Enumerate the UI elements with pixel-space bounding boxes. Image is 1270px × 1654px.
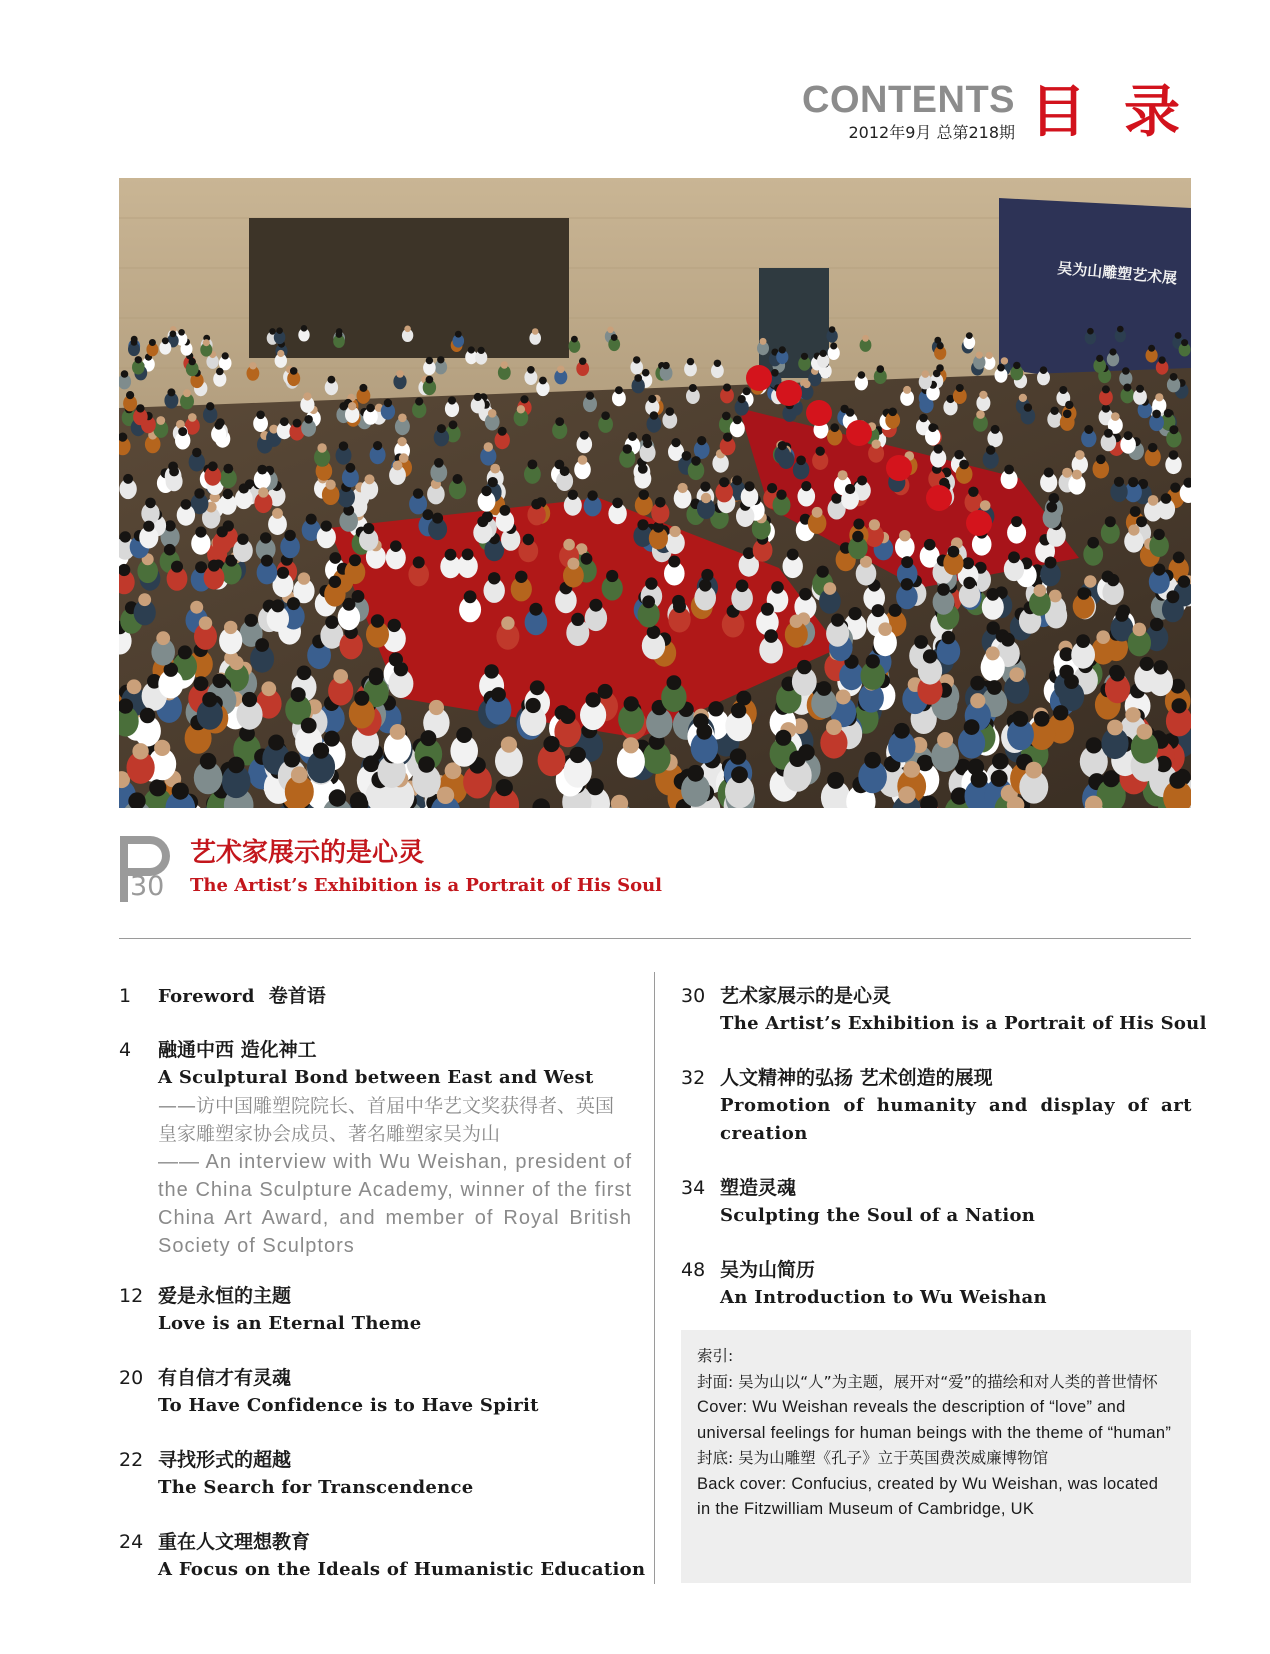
divider-horizontal <box>119 938 1191 939</box>
toc-page-number: 1 <box>119 985 132 1007</box>
toc-title-cn: 爱是永恒的主题 <box>158 1285 292 1307</box>
contents-heading-en: CONTENTS <box>802 79 1015 121</box>
toc-page-number: 12 <box>119 1285 144 1307</box>
toc-title-cn: 人文精神的弘扬 艺术创造的展现 <box>720 1067 993 1089</box>
toc-entry-interview[interactable] <box>119 1036 639 1256</box>
caption-cover-en: Cover: Wu Weishan reveals the description of “love” and universal feelings for human beings with the theme of “human” <box>697 1398 1172 1442</box>
toc-title-en: To Have Confidence is to Have Spirit <box>158 1395 539 1416</box>
toc-entry-artist-soul[interactable] <box>681 982 1207 1038</box>
toc-entry-love[interactable] <box>119 1282 639 1338</box>
toc-entry-introduction[interactable] <box>681 1256 1191 1312</box>
toc-title-en: The Artist’s Exhibition is a Portrait of His Soul <box>720 1013 1207 1034</box>
toc-title-en: The Search for Transcendence <box>158 1477 474 1498</box>
toc-entry-education[interactable] <box>119 1528 646 1584</box>
toc-page-number: 22 <box>119 1449 144 1471</box>
toc-page-number: 32 <box>681 1067 706 1089</box>
toc-title-en: Promotion of humanity and display of art creation <box>720 1095 1192 1144</box>
toc-page-number: 4 <box>119 1039 132 1061</box>
toc-title <box>158 982 326 1011</box>
caption-heading: 索引: <box>697 1347 734 1365</box>
caption-back-cn: 封底: 吴为山雕塑《孔子》立于英国费茨威廉博物馆 <box>697 1449 1049 1467</box>
feature-page-number: 30 <box>130 871 165 902</box>
toc-title-cn: 重在人文理想教育 <box>158 1531 311 1553</box>
toc-title-cn: 寻找形式的超越 <box>158 1449 292 1471</box>
toc-title-cn: 塑造灵魂 <box>720 1177 797 1199</box>
toc-entry-transcendence[interactable] <box>119 1446 639 1502</box>
toc-page-number: 34 <box>681 1177 706 1199</box>
toc-page-number: 30 <box>681 985 706 1007</box>
toc-title-cn: 卷首语 <box>268 985 326 1007</box>
toc-title-en: A Sculptural Bond between East and West <box>158 1067 594 1088</box>
feature-photo <box>119 178 1191 808</box>
toc-subtitle-cn: ——访中国雕塑院院长、首届中华艺文奖获得者、英国皇家雕塑家协会成员、著名雕塑家吴为山 <box>158 1095 615 1145</box>
toc-entry-foreword[interactable] <box>119 982 639 1012</box>
toc-title-cn: 融通中西 造化神工 <box>158 1039 317 1061</box>
toc-title-cn: 艺术家展示的是心灵 <box>720 985 892 1007</box>
toc-entry-confidence[interactable] <box>119 1364 639 1420</box>
issue-date: 2012年9月 总第218期 <box>848 123 1015 142</box>
cover-caption-box <box>681 1330 1191 1583</box>
toc-page-number: 20 <box>119 1367 144 1389</box>
toc-title-en: A Focus on the Ideals of Humanistic Education <box>158 1559 646 1580</box>
toc-title-en: Sculpting the Soul of a Nation <box>720 1205 1036 1226</box>
toc-entry-humanity[interactable] <box>681 1064 1191 1148</box>
banner-text: 吴为山雕塑艺术展 <box>1056 259 1178 288</box>
toc-title-en: Foreword <box>158 986 255 1007</box>
toc-title-en: Love is an Eternal Theme <box>158 1313 422 1334</box>
feature-title-cn[interactable]: 艺术家展示的是心灵 <box>190 838 425 868</box>
contents-heading-cn: 目录 <box>1030 80 1218 145</box>
toc-entry-sculpting-soul[interactable] <box>681 1174 1191 1230</box>
toc-title-cn: 吴为山简历 <box>720 1259 816 1281</box>
caption-cover-cn: 封面: 吴为山以“人”为主题，展开对“爱”的描绘和对人类的普世情怀 <box>697 1372 1158 1391</box>
toc-page-number: 48 <box>681 1259 706 1281</box>
toc-subtitle-en: —— An interview with Wu Weishan, president of the China Sculpture Academy, winner of the first China Art Award, and member of Royal British Society of Sculptors <box>158 1151 632 1257</box>
toc-title-cn: 有自信才有灵魂 <box>158 1367 292 1389</box>
toc-title-en: An Introduction to Wu Weishan <box>720 1287 1047 1308</box>
feature-title-en[interactable]: The Artist’s Exhibition is a Portrait of His Soul <box>190 875 663 896</box>
divider-vertical <box>654 972 655 1584</box>
toc-page-number: 24 <box>119 1531 144 1553</box>
caption-back-en: Back cover: Confucius, created by Wu Weishan, was located in the Fitzwilliam Museum of Cambridge, UK <box>697 1474 1159 1518</box>
